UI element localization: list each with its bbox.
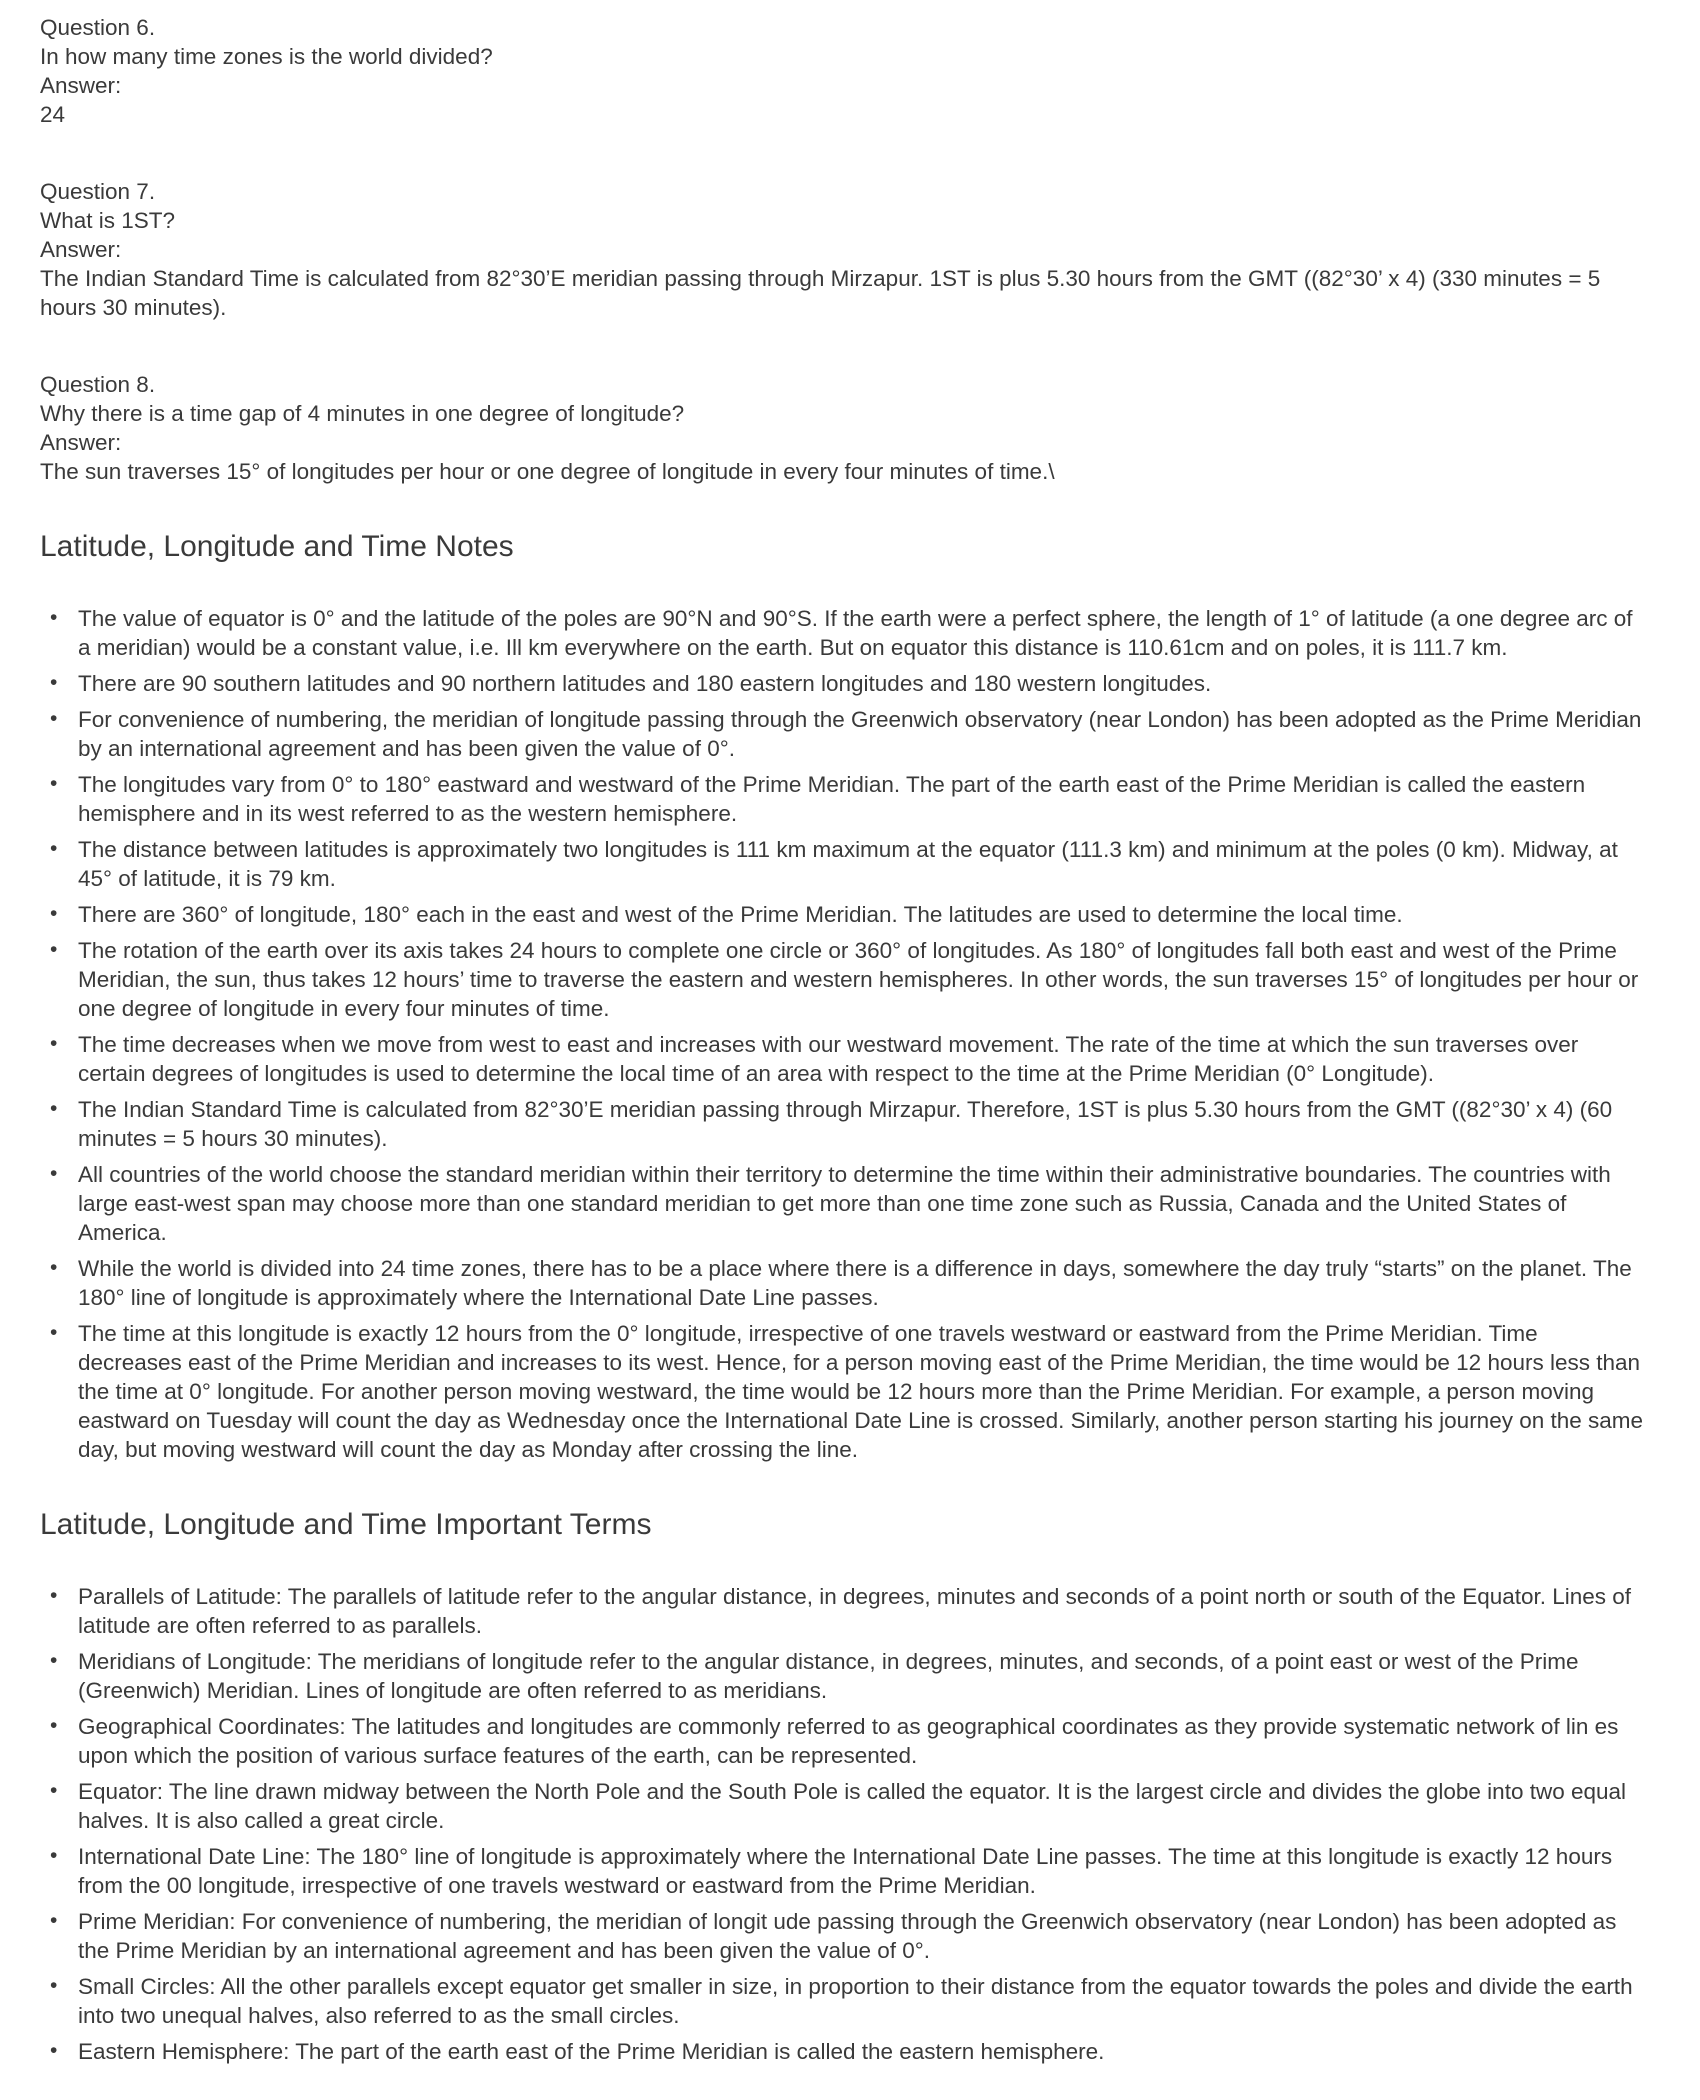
bullet-icon: • [50, 938, 58, 961]
note-text: There are 360° of longitude, 180° each in the east and west of the Prime Meridian. The latitudes are used to determine the local time. [78, 902, 1403, 927]
bullet-icon: • [50, 1162, 58, 1185]
note-text: The longitudes vary from 0° to 180° eastward and westward of the Prime Meridian. The part of the earth east of the Prime Meridian is called the eastern hemisphere and in its west referred to as the western hemisphere. [78, 772, 1586, 826]
question-label: Question 8. [40, 372, 156, 397]
list-item [40, 1319, 1644, 1464]
bullet-icon: • [50, 671, 58, 694]
bullet-icon: • [50, 772, 58, 795]
bullet-icon: • [50, 1321, 58, 1344]
term-text: Parallels of Latitude: The parallels of latitude refer to the angular distance, in degrees, minutes and seconds of a point north or south of the Equator. Lines of latitude are often referred to as parallels. [78, 1584, 1632, 1638]
qa-block-question-8 [40, 370, 1644, 486]
bullet-icon: • [50, 1032, 58, 1055]
question-text: In how many time zones is the world divided? [40, 44, 493, 69]
list-item [40, 1972, 1644, 2030]
list-item [40, 770, 1644, 828]
note-text: The value of equator is 0° and the latitude of the poles are 90°N and 90°S. If the earth were a perfect sphere, the length of 1° of latitude (a one degree arc of a meridian) would be a constant value, i.e. Ill km everywhere on the earth. But on equator this distance is 110.61cm and on poles, it is 111.7 km. [78, 606, 1633, 660]
qa-block-question-7 [40, 177, 1644, 322]
notes-heading: Latitude, Longitude and Time Notes [40, 530, 514, 563]
answer-label: Answer: [40, 430, 122, 455]
note-text: The distance between latitudes is approximately two longitudes is 111 km maximum at the equator (111.3 km) and minimum at the poles (0 km). Midway, at 45° of latitude, it is 79 km. [78, 837, 1618, 891]
note-text: While the world is divided into 24 time zones, there has to be a place where there is a difference in days, somewhere the day truly “starts” on the planet. The 180° line of longitude is approximately where the International Date Line passes. [78, 1256, 1632, 1310]
answer-label: Answer: [40, 237, 122, 262]
note-text: For convenience of numbering, the meridian of longitude passing through the Greenwich observatory (near London) has been adopted as the Prime Meridian by an international agreement and has been given the value of 0°. [78, 707, 1642, 761]
list-item [40, 705, 1644, 763]
note-text: The time at this longitude is exactly 12 hours from the 0° longitude, irrespective of one travels westward or eastward from the Prime Meridian. Time decreases east of the Prime Meridian and increases to its west. Hence, for a person moving east of the Prime Meridian, the time would be 12 hours less than the time at 0° longitude. For another person moving westward, the time would be 12 hours more than the Prime Meridian. For example, a person moving eastward on Tuesday will count the day as Wednesday once the International Date Line is crossed. Similarly, another person starting his journey on the same day, but moving westward will count the day as Monday after crossing the line. [78, 1321, 1644, 1462]
term-text: Geographical Coordinates: The latitudes and longitudes are commonly referred to as geographical coordinates as they provide systematic network of lin es upon which the position of various surface features of the earth, can be represented. [78, 1714, 1619, 1768]
term-text: International Date Line: The 180° line of longitude is approximately where the International Date Line passes. The time at this longitude is exactly 12 hours from the 00 longitude, irrespective of one travels westward or eastward from the Prime Meridian. [78, 1844, 1613, 1898]
list-item [40, 1907, 1644, 1965]
term-text: Prime Meridian: For convenience of numbering, the meridian of longit ude passing through the Greenwich observatory (near London) has been adopted as the Prime Meridian by an international agreement and has been given the value of 0°. [78, 1909, 1617, 1963]
bullet-icon: • [50, 606, 58, 629]
bullet-icon: • [50, 837, 58, 860]
list-item [40, 2037, 1644, 2066]
term-text: Eastern Hemisphere: The part of the earth east of the Prime Meridian is called the eastern hemisphere. [78, 2039, 1105, 2064]
question-label: Question 6. [40, 15, 156, 40]
list-item [40, 604, 1644, 662]
note-text: The time decreases when we move from west to east and increases with our westward movement. The rate of the time at which the sun traverses over certain degrees of longitudes is used to determine the local time of an area with respect to the time at the Prime Meridian (0° Longitude). [78, 1032, 1579, 1086]
list-item [40, 1030, 1644, 1088]
question-text: Why there is a time gap of 4 minutes in one degree of longitude? [40, 401, 685, 426]
answer-text: The Indian Standard Time is calculated from 82°30’E meridian passing through Mirzapur. 1ST is plus 5.30 hours from the GMT ((82°30’ x 4) (330 minutes = 5 hours 30 minutes). [40, 266, 1601, 320]
bullet-icon: • [50, 1584, 58, 1607]
bullet-icon: • [50, 1649, 58, 1672]
list-item [40, 1777, 1644, 1835]
list-item [40, 1582, 1644, 1640]
term-text: Meridians of Longitude: The meridians of longitude refer to the angular distance, in degrees, minutes, and seconds, of a point east or west of the Prime (Greenwich) Meridian. Lines of longitude are often referred to as meridians. [78, 1649, 1579, 1703]
list-item [40, 936, 1644, 1023]
question-label: Question 7. [40, 179, 156, 204]
bullet-icon: • [50, 1779, 58, 1802]
term-text: Equator: The line drawn midway between the North Pole and the South Pole is called the equator. It is the largest circle and divides the globe into two equal halves. It is also called a great circle. [78, 1779, 1627, 1833]
list-item [40, 1254, 1644, 1312]
notes-list [40, 604, 1644, 1464]
list-item [40, 1842, 1644, 1900]
answer-text: The sun traverses 15° of longitudes per hour or one degree of longitude in every four minutes of time.\ [40, 459, 1055, 484]
bullet-icon: • [50, 1256, 58, 1279]
list-item [40, 1160, 1644, 1247]
bullet-icon: • [50, 1844, 58, 1867]
list-item [40, 835, 1644, 893]
question-text: What is 1ST? [40, 208, 176, 233]
terms-list [40, 1582, 1644, 2066]
bullet-icon: • [50, 1097, 58, 1120]
list-item [40, 1095, 1644, 1153]
term-text: Small Circles: All the other parallels except equator get smaller in size, in proportion to their distance from the equator towards the poles and divide the earth into two unequal halves, also referred to as the small circles. [78, 1974, 1633, 2028]
terms-heading: Latitude, Longitude and Time Important Terms [40, 1508, 652, 1541]
list-item [40, 669, 1644, 698]
note-text: All countries of the world choose the standard meridian within their territory to determine the time within their administrative boundaries. The countries with large east-west span may choose more than one standard meridian to get more than one time zone such as Russia, Canada and the United States of America. [78, 1162, 1611, 1245]
answer-label: Answer: [40, 73, 122, 98]
bullet-icon: • [50, 902, 58, 925]
bullet-icon: • [50, 707, 58, 730]
list-item [40, 900, 1644, 929]
qa-block-question-6 [40, 13, 1644, 129]
bullet-icon: • [50, 2039, 58, 2062]
note-text: The rotation of the earth over its axis takes 24 hours to complete one circle or 360° of longitudes. As 180° of longitudes fall both east and west of the Prime Meridian, the sun, thus takes 12 hours’ time to traverse the eastern and western hemispheres. In other words, the sun traverses 15° of longitudes per hour or one degree of longitude in every four minutes of time. [78, 938, 1639, 1021]
note-text: There are 90 southern latitudes and 90 northern latitudes and 180 eastern longitudes and 180 western longitudes. [78, 671, 1212, 696]
bullet-icon: • [50, 1974, 58, 1997]
bullet-icon: • [50, 1909, 58, 1932]
bullet-icon: • [50, 1714, 58, 1737]
list-item [40, 1647, 1644, 1705]
note-text: The Indian Standard Time is calculated from 82°30’E meridian passing through Mirzapur. Therefore, 1ST is plus 5.30 hours from the GMT ((82°30’ x 4) (60 minutes = 5 hours 30 minutes). [78, 1097, 1613, 1151]
answer-text: 24 [40, 102, 66, 127]
list-item [40, 1712, 1644, 1770]
